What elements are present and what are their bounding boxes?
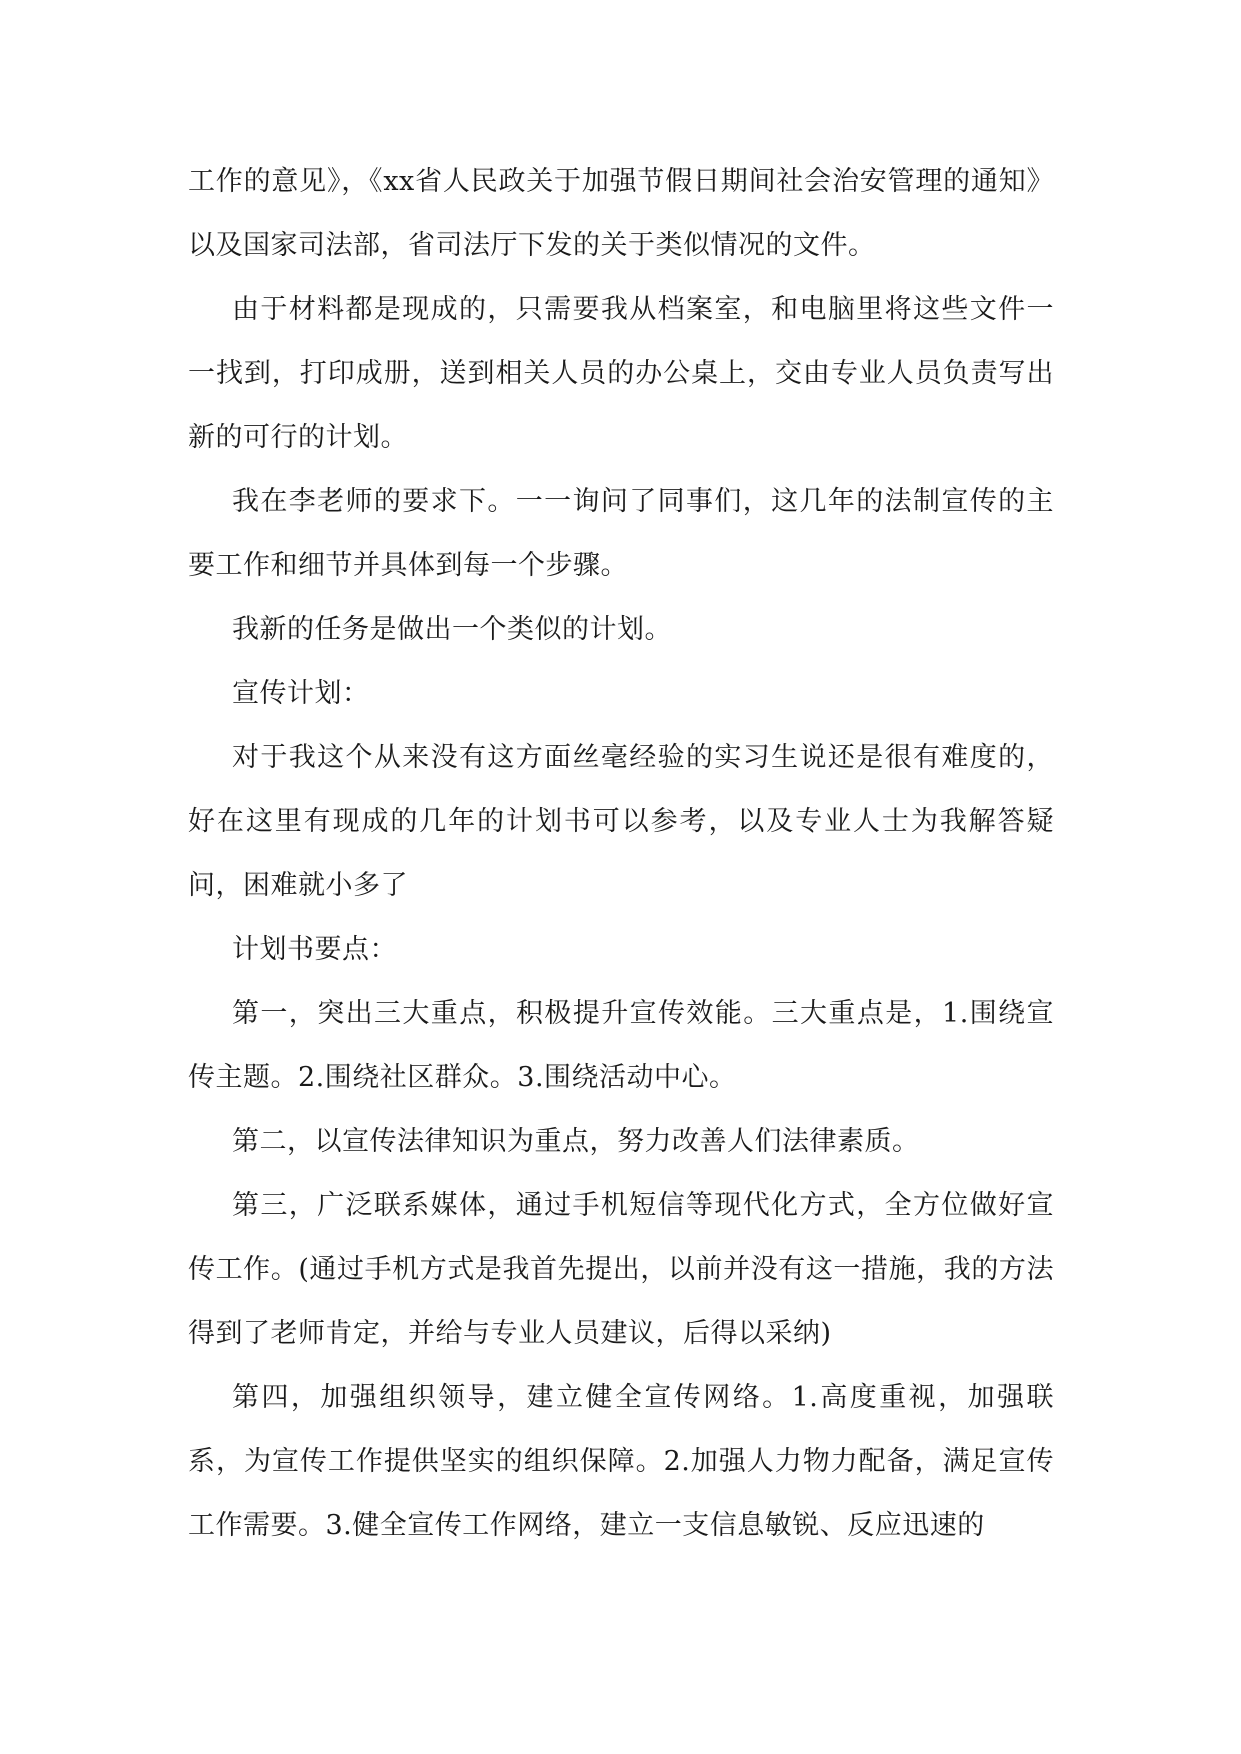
paragraph-2: 由于材料都是现成的，只需要我从档案室，和电脑里将这些文件一一找到，打印成册，送到相关人员的办公桌上，交由专业人员负责写出新的可行的计划。	[188, 294, 1054, 453]
paragraph-11: 第四，加强组织领导，建立健全宣传网络。1.高度重视，加强联系，为宣传工作提供坚实的组织保障。2.加强人力物力配备，满足宣传工作需要。3.健全宣传工作网络，建立一支信息敏锐、反应迅速的	[188, 1382, 1054, 1541]
paragraph-10: 第三，广泛联系媒体，通过手机短信等现代化方式，全方位做好宣传工作。(通过手机方式是我首先提出，以前并没有这一措施，我的方法得到了老师肯定，并给与专业人员建议，后得以采纳)	[188, 1190, 1054, 1349]
paragraph-7: 计划书要点：	[232, 934, 397, 965]
paragraph-4: 我新的任务是做出一个类似的计划。	[232, 614, 672, 645]
paragraph-5: 宣传计划：	[232, 678, 370, 709]
paragraph-9: 第二，以宣传法律知识为重点，努力改善人们法律素质。	[232, 1126, 920, 1157]
paragraph-6: 对于我这个从来没有这方面丝毫经验的实习生说还是很有难度的，好在这里有现成的几年的计划书可以参考，以及专业人士为我解答疑问，困难就小多了	[188, 742, 1054, 901]
paragraph-3: 我在李老师的要求下。一一询问了同事们，这几年的法制宣传的主要工作和细节并具体到每一个步骤。	[188, 486, 1054, 581]
paragraph-1: 工作的意见》，《xx省人民政关于加强节假日期间社会治安管理的通知》以及国家司法部，省司法厅下发的关于类似情况的文件。	[188, 166, 1054, 261]
paragraph-8: 第一，突出三大重点，积极提升宣传效能。三大重点是，1.围绕宣传主题。2.围绕社区群众。3.围绕活动中心。	[188, 998, 1054, 1093]
document-body	[188, 150, 1054, 1558]
